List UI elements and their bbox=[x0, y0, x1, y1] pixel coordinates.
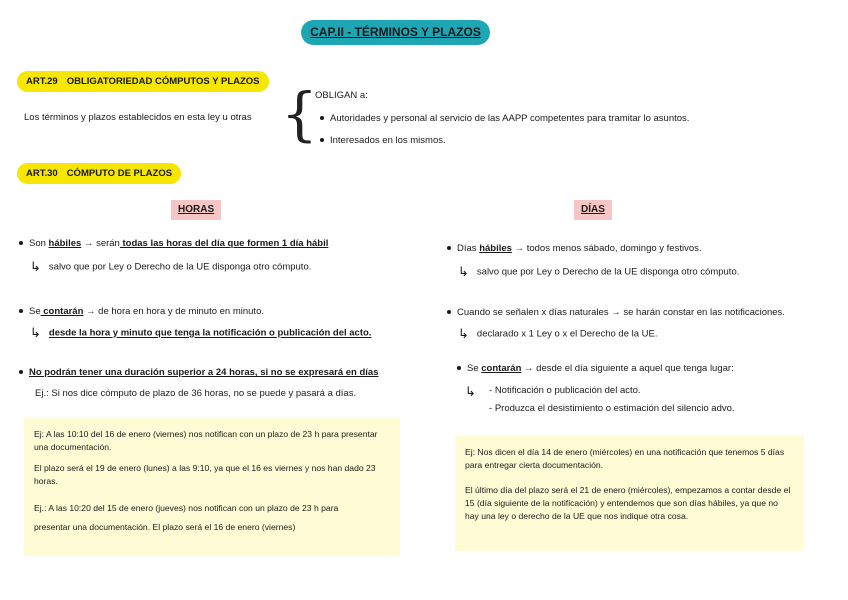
dias-sub-1: ↳ salvo que por Ley o Derecho de la UE disponga otro cómputo. bbox=[458, 264, 740, 279]
bullet-icon bbox=[320, 138, 324, 142]
dias-sub-2: ↳ declarado x 1 Ley o x el Derecho de la UE. bbox=[458, 326, 658, 341]
art30-label: CÓMPUTO DE PLAZOS bbox=[66, 168, 173, 179]
curved-arrow-icon: ↳ bbox=[30, 259, 41, 274]
art29-label: OBLIGATORIEDAD CÓMPUTOS Y PLAZOS bbox=[66, 76, 260, 87]
dias-sub-item: - Produzca el desistimiento o estimación del silencio advo. bbox=[489, 403, 735, 414]
art30-badge bbox=[17, 163, 181, 184]
dias-example-2: El último día del plazo será el 21 de enero (miércoles), empezamos a contar desde el 15 (día siguiente de la notificación) y entendemos que son días hábiles, ya que no hay una ley o derecho de la UE que nos indique otra cosa. bbox=[465, 485, 791, 521]
horas-header: HORAS bbox=[171, 200, 221, 220]
curved-arrow-icon: ↳ bbox=[30, 325, 41, 340]
horas-sub-1: ↳ salvo que por Ley o Derecho de la UE disponga otro cómputo. bbox=[30, 259, 312, 274]
dias-example-1: Ej: Nos dicen el día 14 de enero (miércoles) en una notificación que tenemos 5 días para entregar cierta documentación. bbox=[465, 447, 785, 470]
page-title: CAP.II - TÉRMINOS Y PLAZOS bbox=[301, 20, 490, 45]
dias-example-box bbox=[455, 436, 804, 551]
art30-number: ART.30 bbox=[26, 168, 58, 179]
curved-arrow-icon: ↳ bbox=[465, 384, 476, 399]
horas-example-2: El plazo será el 19 de enero (lunes) a las 9:10, ya que el 16 es viernes y nos han dado 23 horas. bbox=[34, 463, 376, 486]
dias-sub-item: - Notificación o publicación del acto. bbox=[489, 385, 641, 396]
bullet-icon bbox=[320, 116, 324, 120]
bullet-icon bbox=[447, 246, 451, 250]
bullet-icon bbox=[19, 309, 23, 313]
art29-lead: Los términos y plazos establecidos en esta ley u otras bbox=[24, 112, 252, 123]
dias-header: DÍAS bbox=[574, 200, 612, 220]
horas-line-3: No podrán tener una duración superior a 24 horas, si no se expresará en días bbox=[19, 367, 379, 378]
dias-line-2: Cuando se señalen x días naturales → se harán constar en las notificaciones. bbox=[447, 307, 785, 318]
bullet-icon bbox=[447, 310, 451, 314]
art29-item: Interesados en los mismos. bbox=[320, 135, 446, 146]
bullet-icon bbox=[19, 241, 23, 245]
dias-line-1: Días hábiles → todos menos sábado, domingo y festivos. bbox=[447, 243, 702, 254]
horas-example-box bbox=[24, 418, 400, 556]
horas-example-1: Ej: A las 10:10 del 16 de enero (viernes) nos notifican con un plazo de 23 h para presentar una documentación. bbox=[34, 429, 378, 452]
art29-obligan: OBLIGAN a: bbox=[315, 90, 368, 101]
brace-icon: { bbox=[281, 80, 318, 148]
art29-item: Autoridades y personal al servicio de las AAPP competentes para tramitar lo asuntos. bbox=[320, 113, 689, 124]
dias-sub-3-arrow bbox=[465, 384, 484, 400]
horas-sub-2: ↳ desde la hora y minuto que tenga la notificación o publicación del acto. bbox=[30, 325, 372, 340]
curved-arrow-icon: ↳ bbox=[458, 264, 469, 279]
horas-example-4: presentar una documentación. El plazo será el 16 de enero (viernes) bbox=[34, 522, 296, 532]
art29-badge bbox=[17, 71, 269, 92]
horas-line-1: Son hábiles → serán todas las horas del día que formen 1 día hábil bbox=[19, 238, 328, 249]
curved-arrow-icon: ↳ bbox=[458, 326, 469, 341]
horas-example-3: Ej.: A las 10:20 del 15 de enero (jueves) nos notifican con un plazo de 23 h para bbox=[34, 503, 339, 513]
dias-line-3: Se contarán → desde el día siguiente a aquel que tenga lugar: bbox=[457, 363, 734, 374]
horas-line-2: Se contarán → de hora en hora y de minuto en minuto. bbox=[19, 306, 264, 317]
bullet-icon bbox=[457, 366, 461, 370]
bullet-icon bbox=[19, 370, 23, 374]
art29-number: ART.29 bbox=[26, 76, 58, 87]
horas-sub-3: Ej.: Si nos dice cómputo de plazo de 36 horas, no se puede y pasará a días. bbox=[35, 388, 357, 399]
